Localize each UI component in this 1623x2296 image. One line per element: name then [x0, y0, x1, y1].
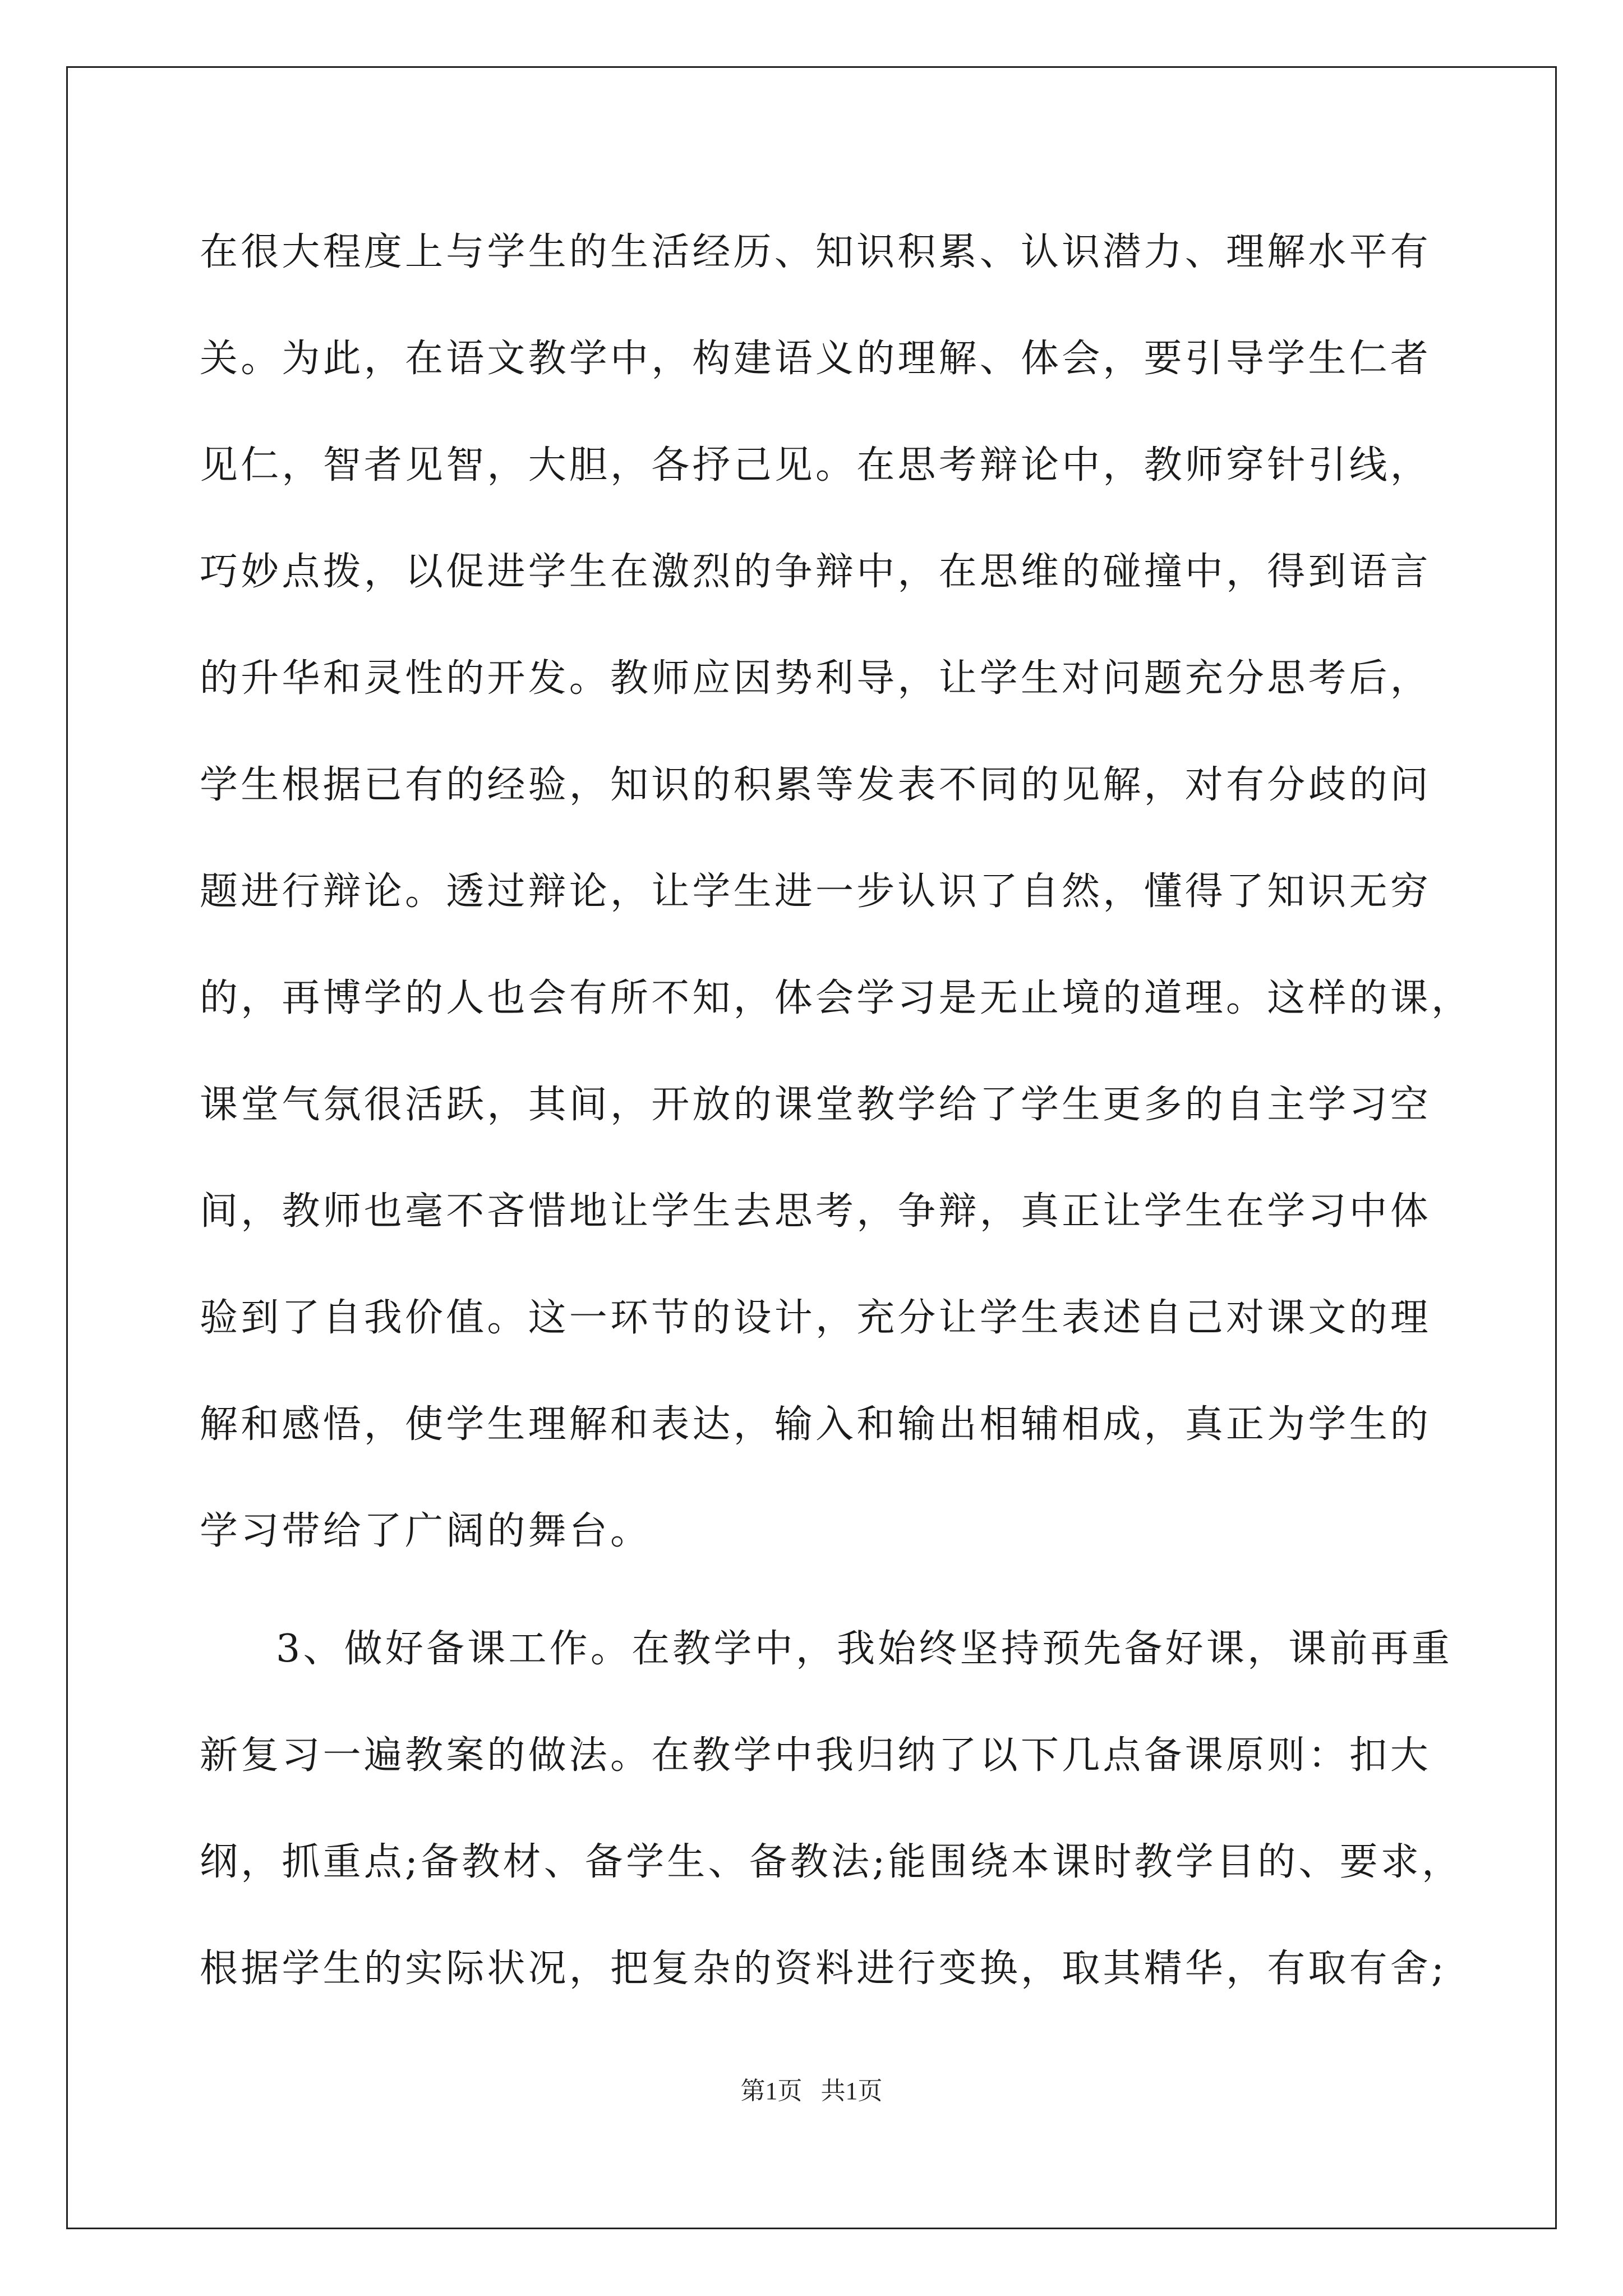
text-line: 间，教师也毫不吝惜地让学生去思考，争辩，真正让学生在学习中体: [200, 1189, 1432, 1234]
text-line: 见仁，智者见智，大胆，各抒己见。在思考辩论中，教师穿针引线，: [200, 443, 1432, 487]
page-footer: [0, 2074, 1623, 2108]
page-number-label: 第1页: [740, 2077, 803, 2105]
text-line: 验到了自我价值。这一环节的设计，充分让学生表述自己对课文的理: [200, 1296, 1432, 1340]
text-line: 学生根据已有的经验，知识的积累等发表不同的见解，对有分歧的问: [200, 763, 1432, 807]
text-line: 的，再博学的人也会有所不知，体会学习是无止境的道理。这样的课，: [200, 976, 1473, 1020]
text-line: 课堂气氛很活跃，其间，开放的课堂教学给了学生更多的自主学习空: [200, 1083, 1432, 1127]
text-line: 解和感悟，使学生理解和表达，输入和输出相辅相成，真正为学生的: [200, 1402, 1432, 1447]
text-line: 学习带给了广阔的舞台。: [200, 1509, 652, 1553]
paragraph-1: [200, 199, 1473, 1585]
text-line: 关。为此，在语文教学中，构建语义的理解、体会，要引导学生仁者: [200, 337, 1432, 381]
text-line: 巧妙点拨，以促进学生在激烈的争辩中，在思维的碰撞中，得到语言: [200, 550, 1432, 594]
page-total-label: 共1页: [820, 2077, 883, 2105]
text-line: 纲，抓重点;备教材、备学生、备教法;能围绕本课时教学目的、要求，: [200, 1840, 1463, 1884]
text-line: 的升华和灵性的开发。教师应因势利导，让学生对问题充分思考后，: [200, 656, 1432, 701]
text-line: 3、做好备课工作。在教学中，我始终坚持预先备好课，课前再重: [276, 1627, 1453, 1671]
text-line: 在很大程度上与学生的生活经历、知识积累、认识潜力、理解水平有: [200, 230, 1432, 274]
text-line: 新复习一遍教案的做法。在教学中我归纳了以下几点备课原则：扣大: [200, 1733, 1432, 1778]
text-line: 题进行辩论。透过辩论，让学生进一步认识了自然，懂得了知识无穷: [200, 869, 1432, 914]
paragraph-gap: [200, 1585, 1433, 1596]
paragraph-2: [200, 1596, 1463, 2022]
document-body: [200, 199, 1473, 2022]
text-line: 根据学生的实际状况，把复杂的资料进行变换，取其精华，有取有舍;: [200, 1947, 1447, 1991]
